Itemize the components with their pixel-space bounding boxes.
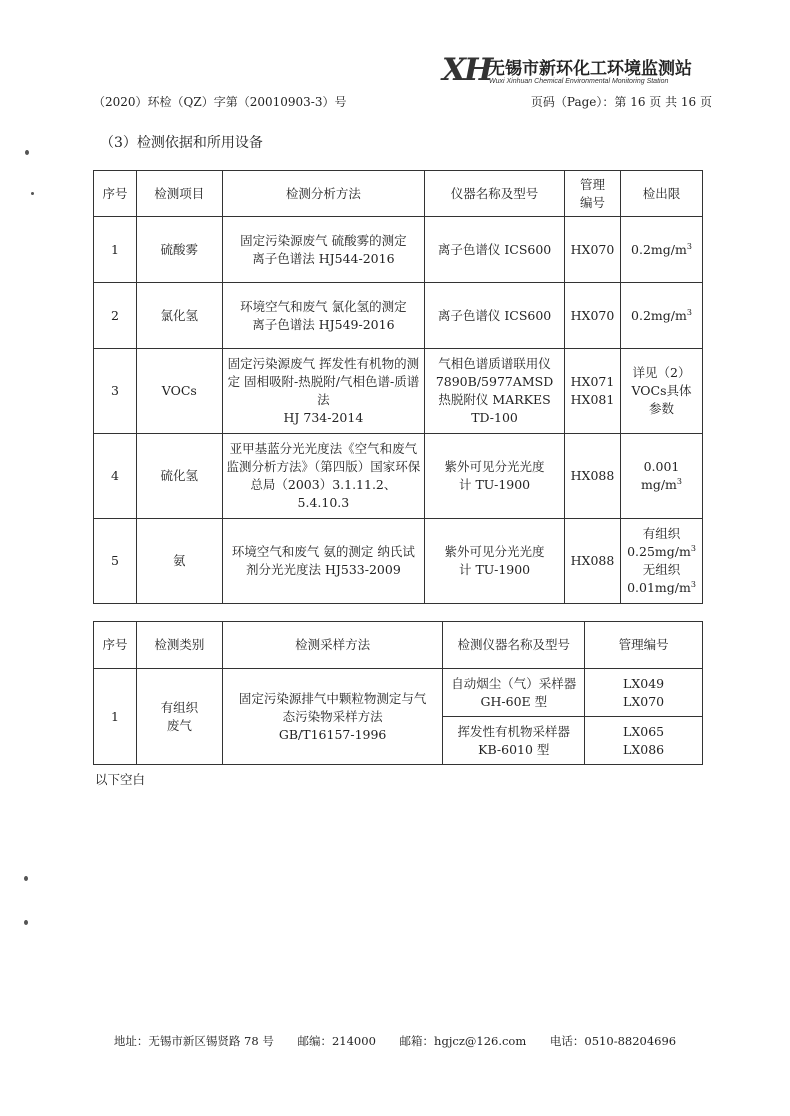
method-cell: 固定污染源废气 硫酸雾的测定 离子色谱法 HJ544-2016 [222, 217, 424, 283]
instrument-cell: 紫外可见分光光度计 TU-1900 [425, 434, 565, 519]
table-header-row [94, 171, 703, 217]
table-row [94, 349, 703, 434]
scan-dot [24, 876, 28, 881]
table-row [94, 434, 703, 519]
header-cell: 检测类别 [136, 622, 222, 669]
company-name-cn: 无锡市新环化工环境监测站 [488, 59, 692, 79]
header-cell: 检测项目 [136, 171, 222, 217]
page-info: 页码（Page）：第 16 页 共 16 页 [530, 95, 712, 109]
instrument-cell: 紫外可见分光光度计 TU-1900 [425, 519, 565, 604]
instrument-cell: 离子色谱仪 ICS600 [425, 283, 565, 349]
limit-cell: $0.2mg/m^3$ [620, 217, 702, 283]
limit-cell: 有组织 $0.25mg/m^3$ 无组织 $0.01mg/m^3$ [620, 519, 702, 604]
code-cell: HX088 [565, 519, 621, 604]
table-row [94, 217, 703, 283]
instrument-cell: 离子色谱仪 ICS600 [425, 217, 565, 283]
limit-cell: 详见（2）VOCs具体参数 [620, 349, 702, 434]
limit-cell: $0.2mg/m^3$ [620, 283, 702, 349]
method-cell: 固定污染源废气 挥发性有机物的测定 固相吸附-热脱附/气相色谱-质谱法 HJ 734-2014 [222, 349, 424, 434]
row-number: 5 [94, 519, 137, 604]
blank-note: 以下空白 [95, 772, 146, 787]
header-cell: 检测采样方法 [222, 622, 443, 669]
item-cell: 氨 [136, 519, 222, 604]
company-name-en: Wuxi Xinhuan Chemical Environmental Monitoring Station [489, 78, 669, 85]
code-cell: LX065 LX086 [585, 717, 703, 765]
limit-cell: 0.001 $mg/m^3$ [620, 434, 702, 519]
row-number: 1 [94, 669, 137, 765]
code-cell: HX070 [565, 283, 621, 349]
method-equipment-table [93, 170, 703, 604]
row-number: 4 [94, 434, 137, 519]
row-number: 2 [94, 283, 137, 349]
instrument-cell: 气相色谱质谱联用仪 7890B/5977AMSD 热脱附仪 MARKES TD-100 [425, 349, 565, 434]
logo-mark: XH [442, 52, 492, 88]
method-cell: 固定污染源排气中颗粒物测定与气态污染物采样方法 GB/T16157-1996 [222, 669, 443, 765]
header-cell: 检出限 [620, 171, 702, 217]
category-cell: 有组织废气 [136, 669, 222, 765]
section-title: （3）检测依据和所用设备 [100, 135, 263, 151]
footer-email: 邮箱：hgjcz@126.com [399, 1034, 527, 1048]
company-logo [442, 50, 742, 92]
item-cell: 硫酸雾 [136, 217, 222, 283]
code-cell: LX049 LX070 [585, 669, 703, 717]
method-cell: 环境空气和废气 氯化氢的测定 离子色谱法 HJ549-2016 [222, 283, 424, 349]
item-cell: VOCs [136, 349, 222, 434]
instrument-cell: 自动烟尘（气）采样器 GH-60E 型 [443, 669, 585, 717]
header-cell: 检测仪器名称及型号 [443, 622, 585, 669]
footer-phone: 电话：0510-88204696 [549, 1034, 677, 1048]
instrument-cell: 挥发性有机物采样器 KB-6010 型 [443, 717, 585, 765]
method-cell: 环境空气和废气 氨的测定 纳氏试剂分光光度法 HJ533-2009 [222, 519, 424, 604]
item-cell: 氯化氢 [136, 283, 222, 349]
code-cell: HX071 HX081 [565, 349, 621, 434]
scan-dot [31, 192, 34, 195]
scan-dot [24, 920, 28, 925]
scan-dot [25, 150, 29, 155]
table-header-row [94, 622, 703, 669]
table-row [94, 519, 703, 604]
footer-address: 地址：无锡市新区锡贤路 78 号 [113, 1034, 274, 1048]
footer [0, 1033, 790, 1049]
header-cell: 管理编号 [585, 622, 703, 669]
sampling-table [93, 621, 703, 765]
header-cell: 序号 [94, 171, 137, 217]
row-number: 3 [94, 349, 137, 434]
code-cell: HX070 [565, 217, 621, 283]
code-cell: HX088 [565, 434, 621, 519]
report-number: （2020）环检（QZ）字第（20010903-3）号 [93, 95, 347, 109]
item-cell: 硫化氢 [136, 434, 222, 519]
footer-postcode: 邮编：214000 [297, 1034, 376, 1048]
header-cell: 仪器名称及型号 [425, 171, 565, 217]
header-cell: 检测分析方法 [222, 171, 424, 217]
table-row [94, 669, 703, 717]
method-cell: 亚甲基蓝分光光度法《空气和废气监测分析方法》（第四版）国家环保总局（2003）3.1.11.2、5.4.10.3 [222, 434, 424, 519]
header-cell: 序号 [94, 622, 137, 669]
row-number: 1 [94, 217, 137, 283]
table-row [94, 283, 703, 349]
header-cell: 管理编号 [565, 171, 621, 217]
